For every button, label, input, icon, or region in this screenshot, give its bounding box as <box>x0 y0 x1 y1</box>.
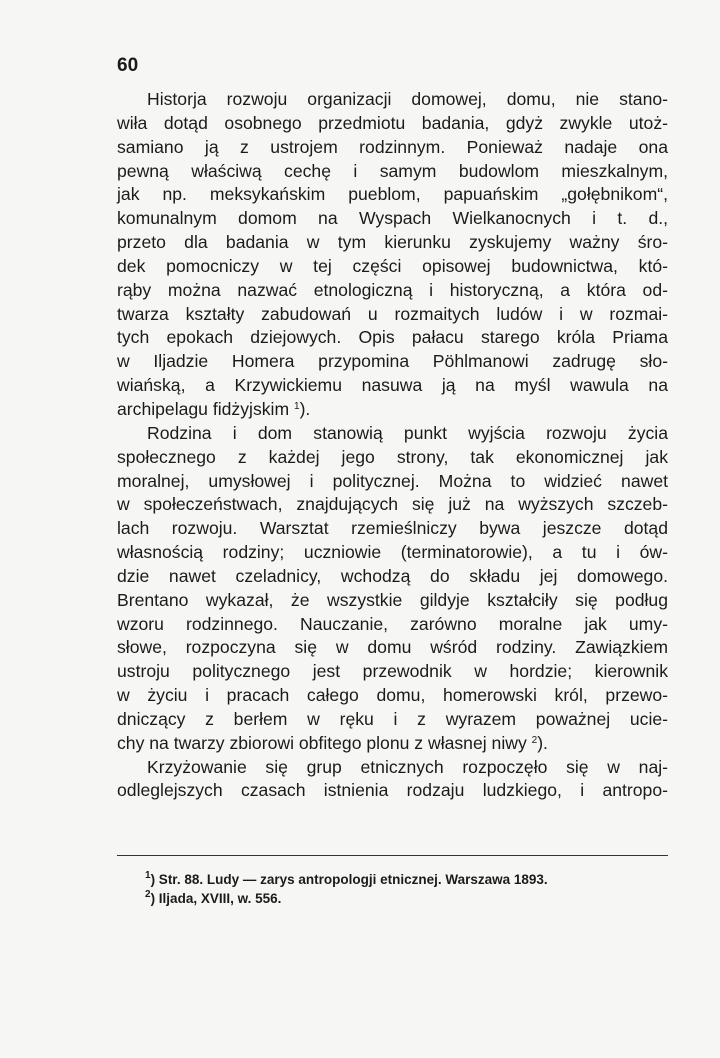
text-line: wzoru rodzinnego. Nauczanie, zarówno moralne jak umy- <box>117 613 668 634</box>
text-line: przeto dla badania w tym kierunku zyskujemy ważny śro- <box>117 232 668 253</box>
footnote-text: ) Str. 88. Ludy — zarys antropologji etnicznej. Warszawa 1893. <box>150 872 548 887</box>
text-line: tych epokach dziejowych. Opis pałacu starego króla Priama <box>117 327 668 348</box>
footnotes <box>145 870 675 908</box>
text-line: dzie nawet czeladnicy, wchodzą do składu jej domowego. <box>117 565 668 586</box>
footnote-ref: 1 <box>294 400 300 412</box>
text-line: dniczący z berłem w ręku i z wyrazem poważnej ucie- <box>117 708 668 729</box>
text-line: w społeczeństwach, znajdujących się już na wyższych szczeb- <box>117 494 668 515</box>
footnote-mark: 2 <box>145 889 151 900</box>
paragraph-3 <box>117 756 668 804</box>
text-line: rąby można nazwać etnologiczną i historyczną, a która od- <box>117 279 668 300</box>
text-line: wiła dotąd osobnego przedmiotu badania, gdyż zwykle utoż- <box>117 112 668 133</box>
text-line: twarza kształty zabudowań u rozmaitych ludów i w rozmai- <box>117 303 668 324</box>
text-line: społecznego z każdej jego strony, tak ekonomicznej jak <box>117 446 668 467</box>
text-line: samiano ją z ustrojem rodzinnym. Ponieważ nadaje ona <box>117 136 668 157</box>
text-line-tail: ). <box>299 398 311 419</box>
text-line: własnością rodziny; uczniowie (terminatorowie), a tu i ów- <box>117 542 668 563</box>
paragraph-1 <box>117 88 668 422</box>
text-line: ustroju politycznego jest przewodnik w hordzie; kierownik <box>117 661 668 682</box>
footnote-mark: 1 <box>145 870 151 881</box>
body-text <box>117 88 668 803</box>
text-line: pewną właściwą cechę i samym budowlom mieszkalnym, <box>117 160 668 181</box>
text-line: Rodzina i dom stanowią punkt wyjścia rozwoju życia <box>147 422 668 443</box>
text-line: wiańską, a Krzywickiemu nasuwa ją na myśl wawula na <box>117 375 668 396</box>
text-line: lach rozwoju. Warsztat rzemieślniczy bywa jeszcze dotąd <box>117 518 668 539</box>
text-line-last <box>117 398 668 422</box>
footnote-ref: 2 <box>531 734 538 746</box>
text-line: moralnej, umysłowej i politycznej. Można to widzieć nawet <box>117 470 668 491</box>
footnote-item <box>145 870 675 889</box>
footnote-divider <box>117 855 668 856</box>
footnote-item <box>145 889 675 908</box>
text-line: w Iljadzie Homera przypomina Pöhlmanowi zadrugę sło- <box>117 351 668 372</box>
footnote-text: ) Iljada, XVIII, w. 556. <box>150 891 282 906</box>
text-line: odleglejszych czasach istnienia rodzaju ludzkiego, i antropo- <box>117 780 668 801</box>
page-number: 60 <box>117 55 139 76</box>
text-line: komunalnym domom na Wyspach Wielkanocnych i t. d., <box>117 208 668 229</box>
paragraph-2 <box>117 422 668 756</box>
text-line-last <box>117 732 668 756</box>
text-line: dek pomocniczy w tej części opisowej budownictwa, któ- <box>117 255 668 276</box>
text-line: w życiu i pracach całego domu, homerowski król, przewo- <box>117 685 668 706</box>
text-line: Krzyżowanie się grup etnicznych rozpoczęło się w naj- <box>147 756 668 777</box>
text-line: jak np. meksykańskim pueblom, papuańskim „gołębnikom“, <box>117 184 668 205</box>
text-line: Historja rozwoju organizacji domowej, domu, nie stano- <box>147 89 668 109</box>
text-line: słowe, rozpoczyna się w domu wśród rodziny. Zawiązkiem <box>117 637 668 658</box>
text-line: Brentano wykazał, że wszystkie gildyje kształciły się podług <box>117 589 668 610</box>
text-line-content: chy na twarzy zbiorowi obfitego plonu z własnej niwy <box>117 732 527 753</box>
text-line-tail: ). <box>537 732 548 753</box>
text-line-content: archipelagu fidżyjskim <box>117 398 290 419</box>
